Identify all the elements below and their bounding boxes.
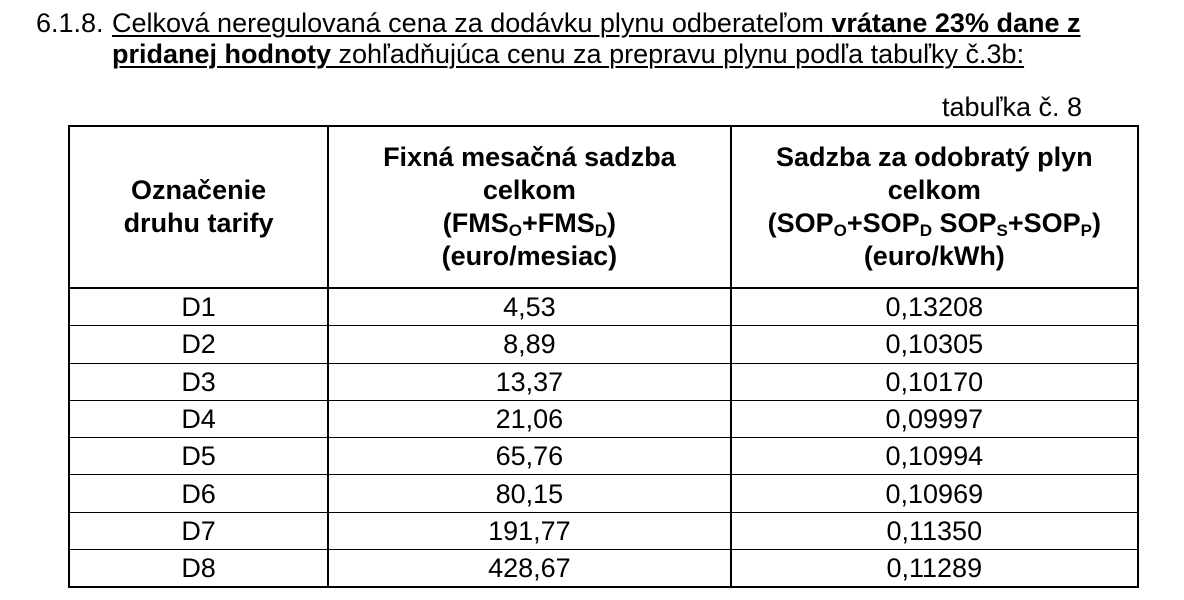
formula-subscript: S <box>996 221 1008 240</box>
table-row <box>69 512 1138 549</box>
fixed-rate-cell: 191,77 <box>328 512 730 549</box>
header-fixed-monthly-rate <box>328 126 730 288</box>
table-header-row <box>69 126 1138 288</box>
header-col2-line2: celkom <box>482 175 576 205</box>
header-col1-line1: Označenie <box>131 175 267 205</box>
formula-part: +FMS <box>521 208 595 238</box>
gas-rate-cell: 0,10170 <box>731 363 1138 400</box>
tariff-cell: D5 <box>69 438 328 475</box>
gas-rate-cell: 0,11289 <box>731 550 1138 588</box>
tariff-cell: D4 <box>69 400 328 437</box>
tariff-price-table <box>68 125 1139 588</box>
formula-subscript: D <box>919 221 932 240</box>
formula-subscript: P <box>1080 221 1092 240</box>
header-consumed-gas-rate <box>731 126 1138 288</box>
tariff-cell: D3 <box>69 363 328 400</box>
gas-rate-cell: 0,09997 <box>731 400 1138 437</box>
tariff-cell: D2 <box>69 326 328 363</box>
fixed-rate-cell: 428,67 <box>328 550 730 588</box>
section-title-part1: Celková neregulovaná cena za dodávku plynu odberateľom <box>112 8 832 38</box>
gas-rate-cell: 0,10969 <box>731 475 1138 512</box>
header-col2-unit: (euro/mesiac) <box>441 241 618 271</box>
header-tariff-designation <box>69 126 328 288</box>
table-row <box>69 288 1138 326</box>
header-col1-line2: druhu tarify <box>123 208 274 238</box>
gas-rate-cell: 0,13208 <box>731 288 1138 326</box>
table-row <box>69 475 1138 512</box>
table-row <box>69 400 1138 437</box>
formula-part: +SOP <box>846 208 920 238</box>
formula-part: SOP <box>931 208 997 238</box>
header-col3-line2: celkom <box>887 175 981 205</box>
section-number: 6.1.8. <box>36 8 104 38</box>
header-col3-formula <box>732 207 1137 240</box>
section-title-bold: vrátane 23% dane z pridanej hodnoty <box>112 8 1081 69</box>
header-col2-formula <box>329 207 729 240</box>
header-col3-line1: Sadzba za odobratý plyn <box>776 142 1093 172</box>
table-label: tabuľka č. 8 <box>942 92 1082 122</box>
tariff-cell: D8 <box>69 550 328 588</box>
fixed-rate-cell: 8,89 <box>328 326 730 363</box>
gas-rate-cell: 0,10994 <box>731 438 1138 475</box>
tariff-cell: D7 <box>69 512 328 549</box>
section-title-part2: zohľadňujúca cenu za prepravu plynu podľa tabuľky č.3b: <box>331 39 1025 69</box>
formula-subscript: D <box>594 221 608 240</box>
formula-part: +SOP <box>1007 208 1081 238</box>
table-row <box>69 438 1138 475</box>
header-col3-unit: (euro/kWh) <box>863 241 1005 271</box>
tariff-cell: D6 <box>69 475 328 512</box>
fixed-rate-cell: 80,15 <box>328 475 730 512</box>
fixed-rate-cell: 13,37 <box>328 363 730 400</box>
formula-subscript: O <box>508 221 522 240</box>
tariff-cell: D1 <box>69 288 328 326</box>
section-title <box>112 8 1146 70</box>
formula-part: (SOP <box>767 208 834 238</box>
fixed-rate-cell: 4,53 <box>328 288 730 326</box>
gas-rate-cell: 0,11350 <box>731 512 1138 549</box>
table-row <box>69 326 1138 363</box>
formula-part: ) <box>1091 208 1101 238</box>
formula-subscript: O <box>833 221 847 240</box>
table-row <box>69 363 1138 400</box>
section-heading <box>36 8 1146 70</box>
header-col2-line1: Fixná mesačná sadzba <box>383 142 676 172</box>
table-row <box>69 550 1138 588</box>
fixed-rate-cell: 65,76 <box>328 438 730 475</box>
gas-rate-cell: 0,10305 <box>731 326 1138 363</box>
fixed-rate-cell: 21,06 <box>328 400 730 437</box>
formula-part: (FMS <box>442 208 509 238</box>
formula-part: ) <box>607 208 617 238</box>
